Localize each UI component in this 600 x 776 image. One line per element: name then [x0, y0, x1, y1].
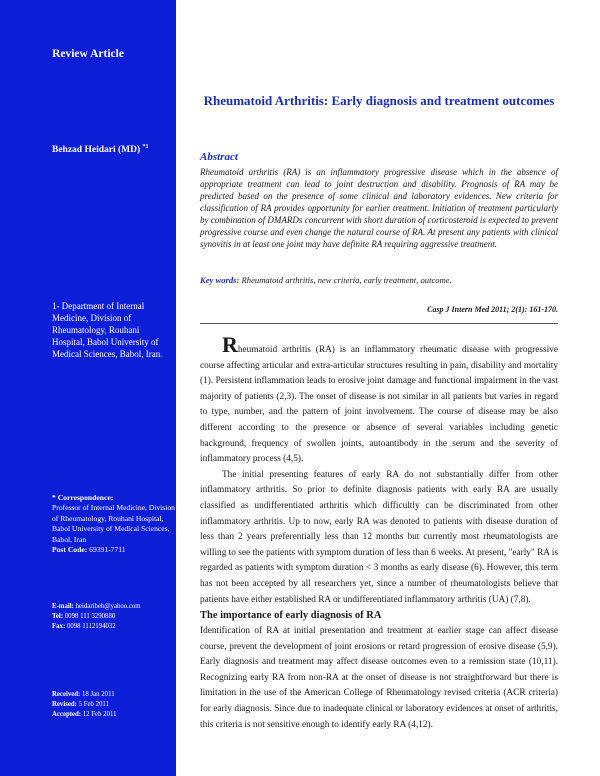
fax-line	[52, 622, 176, 632]
email-label: E-mail:	[52, 603, 74, 610]
paragraph-1	[200, 332, 558, 468]
received-date: 18 Jan 2011	[82, 691, 115, 698]
contact-info	[52, 602, 176, 632]
journal-citation: Casp J Intern Med 2011; 2(1): 161-170.	[427, 305, 558, 314]
correspondence-text: Professor of Internal Medicine, Division of Rheumatology, Rouhani Hospital, Babol University of Medical Sciences, Babol, Iran	[52, 503, 175, 544]
section-heading: The importance of early diagnosis of RA	[200, 610, 382, 622]
revised-line	[52, 700, 176, 710]
paragraph-3: Identification of RA at initial presentation and treatment at earlier stage can affect disease course, prevent the development of joint erosions or retard progression of erosive disease (5,9). Early diagnosis and treatment may affect disease outcomes even to a remission state (10,11). Recognizing early RA from non-RA at the onset of disease is not straightforward but there is limitation in the use of the American College of Rheumatology revised criteria (ACR criteria) for early diagnosis. Since due to inadequate clinical or laboratory evidences at onset of arthritis, this criteria is not sensitive enough to identify early RA (4,12).	[200, 626, 558, 730]
article-title: Rheumatoid Arthritis: Early diagnosis and treatment outcomes	[203, 93, 555, 108]
received-label: Received:	[52, 691, 81, 698]
accepted-date: 12 Feb 2011	[82, 711, 117, 718]
keywords	[200, 275, 558, 285]
article-dates	[52, 690, 176, 720]
drop-cap: R	[222, 332, 238, 357]
keywords-label: Key words:	[200, 275, 240, 285]
abstract-text: Rheumatoid arthritis (RA) is an inflammatory progressive disease which in the absence of appropriate treatment can lead to joint destruction and disability. Prognosis of RA may be predicted based on the presence of some clinical and laboratory evidences. New criteria for classification of RA provides opportunity for earlier treatment. Initiation of treatment particularly by combination of DMARDs concurrent with short duration of corticosteroid is expected to prevent progressive course and even change the natural course of RA. At present any patients with clinical synovitis in at least one joint may have definite RA requiring aggressive treatment.	[200, 167, 558, 249]
tel-line	[52, 612, 176, 622]
post-code-value: 69391-7711	[89, 545, 126, 555]
accepted-label: Accepted:	[52, 711, 82, 718]
author-name	[52, 144, 149, 155]
author-name-text: Behzad Heidari (MD)	[52, 145, 141, 156]
revised-label: Revised:	[52, 701, 77, 708]
abstract-heading: Abstract	[200, 151, 238, 163]
article-body	[200, 332, 558, 733]
post-code-label: Post Code:	[52, 545, 88, 555]
fax-value: 0098 1112194032	[66, 623, 116, 630]
accepted-line	[52, 710, 176, 720]
email-link[interactable]: heidaribeh@yahoo.com	[75, 603, 141, 610]
correspondence	[52, 493, 176, 555]
affiliation: 1- Department of Internal Medicine, Division of Rheumatology, Rouhani Hospital, Babol University of Medical Sciences, Babol, Iran.	[52, 301, 163, 359]
divider	[200, 323, 558, 324]
author-mark: *1	[142, 144, 149, 150]
keywords-text: Rheumatoid arthritis, new criteria, early treatment, outcome.	[241, 275, 452, 285]
paragraph-2: The initial presenting features of early RA do not substantially differ from other inflammatory arthritis. So prior to definite diagnosis patients with early RA are usually classified as undifferentiated arthritis which difficultly can be discriminated from other inflammatory arthritis. Up to now, early RA was denoted to patients with disease duration of less than 2 years preferentially less than 12 months but currently most rheumatologists are willing to see the patients with symptom duration of less than 6 weeks. At present, "early" RA is regarded as patients with symptom duration < 3 months as early disease (6). However, this term has not been accepted by all researchers yet, since a number of rheumatologists believe that patients have either established RA or undifferentiated inflammatory arthritis (UA) (7,8).	[200, 469, 558, 605]
tel-label: Tel:	[52, 613, 64, 620]
paragraph-1-text: heumatoid arthritis (RA) is an inflammatory rheumatic disease with progressive course affecting articular and extra-articular structures resulting in pain, disability and mortality (1). Persistent inflammation leads to erosive joint damage and functional impairment in the vast majority of patients (2,3). The onset of disease is not similar in all patients but varies in regard to type, number, and the pattern of joint involvement. The course of disease may be also different according to the presence or absence of several variables including genetic background, frequency of swollen joints, autoantibody in the serum and the severity of inflammatory process (4,5).	[200, 345, 558, 465]
sidebar-panel	[0, 0, 176, 776]
article-type: Review Article	[52, 48, 124, 60]
received-line	[52, 690, 176, 700]
correspondence-heading: * Correspondence:	[52, 493, 114, 502]
email-line	[52, 602, 176, 612]
revised-date: 5 Feb 2011	[78, 701, 109, 708]
tel-value: 0098 111 3290880	[64, 613, 116, 620]
fax-label: Fax:	[52, 623, 66, 630]
post-code	[52, 545, 176, 555]
